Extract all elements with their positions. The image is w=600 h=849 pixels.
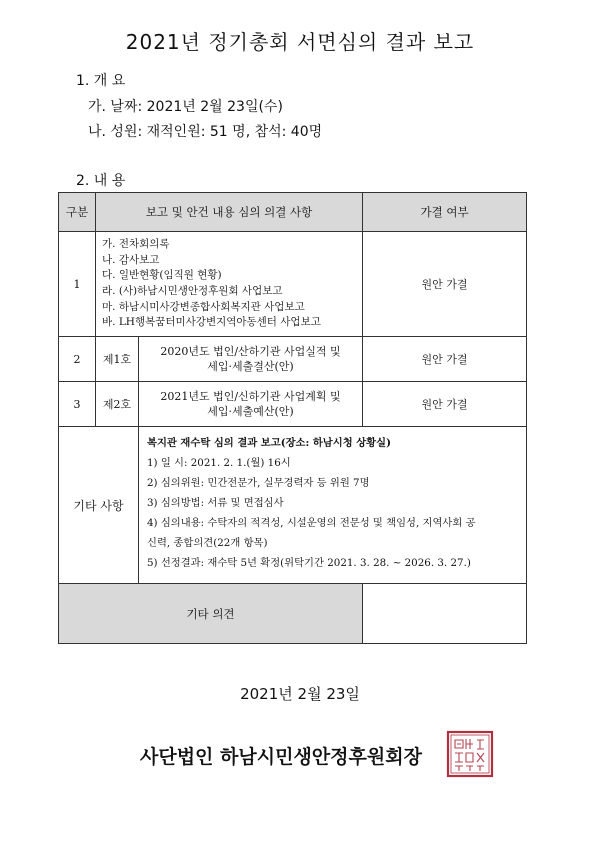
list-item: 마. 하남시미사강변종합사회복지관 사업보고 [102, 300, 305, 313]
misc-row [59, 427, 527, 584]
list-item: 다. 일반현황(임직원 현황) [102, 269, 222, 282]
opinion-row [59, 584, 527, 644]
header-result: 가결 여부 [363, 193, 527, 232]
agenda-code: 제2호 [96, 382, 139, 427]
page-title: 2021년 정기총회 서면심의 결과 보고 [125, 30, 475, 54]
table-row [59, 337, 527, 382]
agenda-description-line: 세입·세출예산(안) [207, 405, 294, 418]
opinion-label: 기타 의견 [59, 584, 363, 644]
row-number: 3 [59, 382, 96, 427]
list-item: 라. (사)하남시민생안정후원회 사업보고 [102, 285, 283, 297]
row-result: 원안 가결 [363, 232, 527, 337]
meeting-members-line: 나. 성원: 재적인원: 51 명, 참석: 40명 [88, 124, 323, 140]
misc-label: 기타 사항 [59, 427, 139, 584]
misc-heading: 복지관 재수탁 심의 결과 보고(장소: 하남시청 상황실) [147, 437, 391, 449]
row-result: 원안 가결 [363, 382, 527, 427]
list-item: 가. 전차회의록 [102, 238, 170, 251]
misc-line: 5) 선정결과: 재수탁 5년 확정(위탁기간 2021. 3. 28. ~ 2026. 3. 27.) [147, 557, 471, 569]
agenda-description-line: 2021년도 법인/신하기관 사업계획 및 [160, 390, 341, 403]
row-number: 1 [59, 232, 96, 337]
misc-line: 2) 심의위원: 민간전문가, 실무경력자 등 위원 7명 [147, 477, 370, 489]
section-overview-heading: 1. 개 요 [76, 73, 126, 89]
agenda-description-line: 2020년도 법인/산하기관 사업실적 및 [160, 345, 341, 358]
misc-content [139, 427, 527, 584]
official-seal-icon [446, 730, 494, 778]
table-header-row [59, 193, 527, 232]
table-row [59, 232, 527, 337]
misc-line: 1) 일 시: 2021. 2. 1.(월) 16시 [147, 457, 291, 469]
agenda-code: 제1호 [96, 337, 139, 382]
resolution-table [58, 192, 527, 644]
header-category: 구분 [59, 193, 96, 232]
meeting-date-line: 가. 날짜: 2021년 2월 23일(수) [88, 99, 283, 115]
misc-line: 3) 심의방법: 서류 및 면접심사 [147, 497, 284, 509]
agenda-description-line: 세입·세출결산(안) [207, 360, 294, 373]
row-result: 원안 가결 [363, 337, 527, 382]
misc-line: 신력, 종합의견(22개 항목) [147, 537, 268, 549]
section-contents-heading: 2. 내 용 [76, 173, 126, 189]
agenda-description [139, 337, 363, 382]
report-item-list [96, 232, 363, 337]
header-content: 보고 및 안건 내용 심의 의결 사항 [96, 193, 363, 232]
report-date: 2021년 2월 23일 [240, 685, 360, 703]
agenda-description [139, 382, 363, 427]
table-row [59, 382, 527, 427]
list-item: 나. 감사보고 [102, 253, 160, 266]
misc-line: 4) 심의내용: 수탁자의 적격성, 시설운영의 전문성 및 책임성, 지역사회 공 [147, 517, 476, 529]
opinion-value [363, 584, 527, 644]
list-item: 바. LH행복꿈터미사강변지역아동센터 사업보고 [102, 316, 321, 329]
row-number: 2 [59, 337, 96, 382]
organization-signature: 사단법인 하남시민생안정후원회장 [140, 746, 422, 768]
